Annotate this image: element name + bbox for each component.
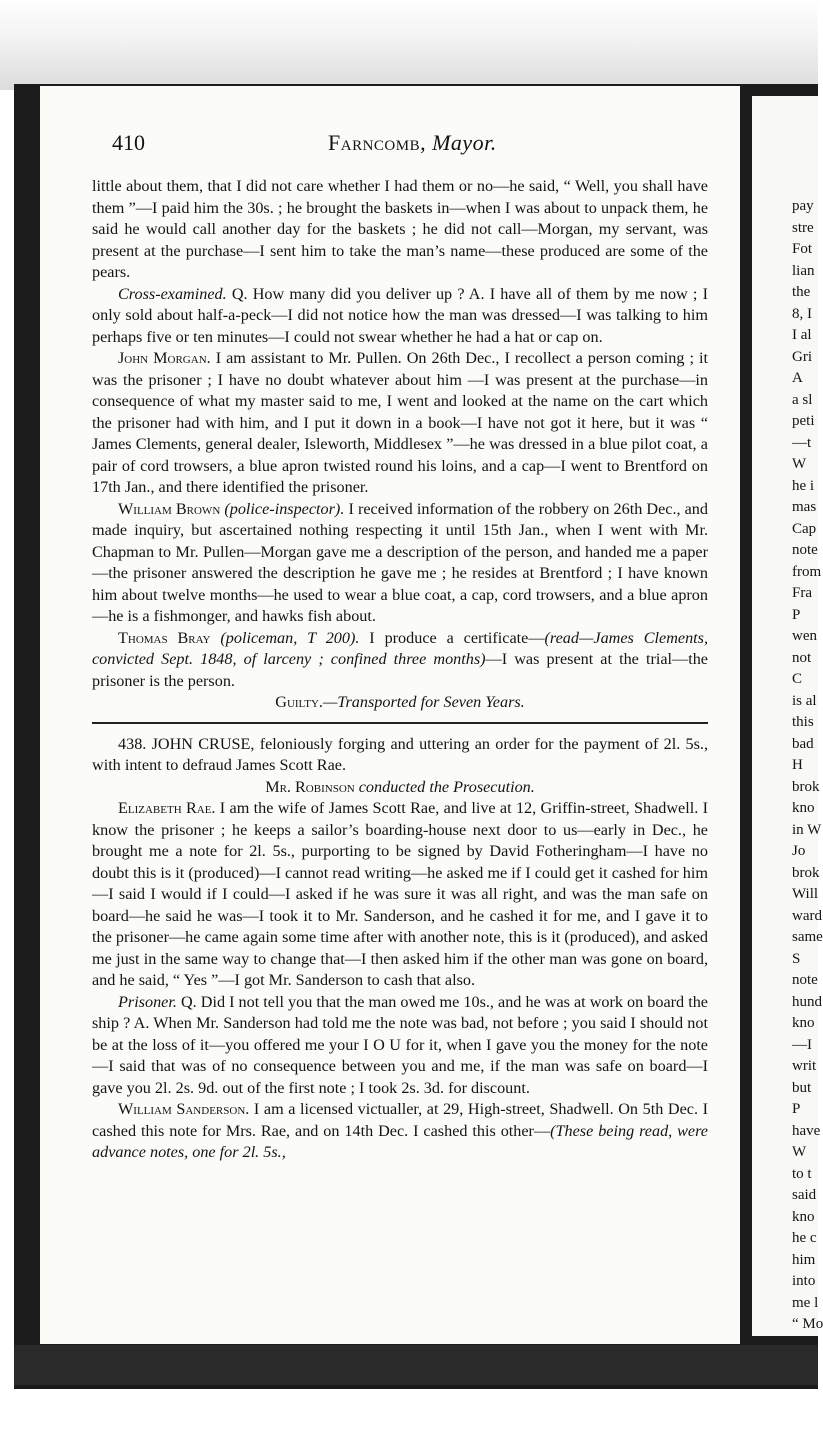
right-page-fragment: A <box>792 370 803 386</box>
witness-name: Elizabeth Rae. <box>118 799 216 817</box>
case-heading: 438. JOHN CRUSE, feloniously forging and uttering an order for the payment of 2l. 5s., with intent to defraud James Scott Rae. <box>92 734 708 774</box>
right-page-fragment: a sl <box>792 391 813 408</box>
witness-name: John Morgan. <box>118 349 211 367</box>
book-bottom-edge <box>14 1345 818 1385</box>
sentence: —Transported for Seven Years. <box>322 693 525 711</box>
right-page-fragment: wen <box>792 628 817 644</box>
right-page-fragment: I al <box>792 327 812 343</box>
verdict-word: Guilty. <box>275 693 323 711</box>
verdict <box>92 692 708 714</box>
right-page-fragment: from <box>792 563 822 580</box>
right-page-fragment: Fot <box>792 241 813 257</box>
paragraph-text: I am the wife of James Scott Rae, and live at 12, Griffin-street, Shadwell. I know the prisoner ; he keeps a sailor’s boarding-house next door to us—early in Dec., he brought me a note for 2l. 5s., purporting to be signed by David Fotheringham—I have no doubt this is it (produced)—I cannot read writing—he asked me if I could get it cashed for him —I said I would if I could—I asked if he was sure it was all right, and was the man safe on board—he said he was—I took it to Mr. Sanderson, and he cashed it for me, and I gave it to the prisoner—he came again some time after with another note, this is it (produced), and asked me just in the same way to change that—I then asked him if the other man was gone on board, and he said, “ Yes ”—I got Mr. Sanderson to cash that also. <box>92 799 708 989</box>
right-page-fragment: “ Mo <box>792 1316 823 1332</box>
paragraph-text: I am assistant to Mr. Pullen. On 26th Dec., I recollect a person coming ; it was the prisoner ; I have no doubt whatever about him —I was present at the purchase—in consequence of what my master said to me, I went and looked at the name on the cart which the prisoner had with him, and I put it down in a book—I have not got it here, but it was “ James Clements, general dealer, Isleworth, Middlesex ”—he was dressed in a blue pilot coat, a pair of cord trowsers, a blue apron twisted round his loins, and a cap—I went to Brentford on 17th Jan., and there identified the prisoner. <box>92 349 708 496</box>
right-page-fragment: brok <box>792 778 820 795</box>
right-page-fragment: hund <box>792 993 822 1010</box>
right-page-fragment: W <box>792 456 807 472</box>
right-page-fragment: Cap <box>792 520 817 537</box>
case-divider <box>92 722 708 724</box>
right-page-fragment: is al <box>792 692 817 709</box>
testimony-continuation: little about them, that I did not care whether I had them or no—he said, “ Well, you shall have them ”—I paid him the 30s. ; he brought the baskets in—when I was about to unpack them, he said he would call another day for the baskets ; he did not call—Morgan, my servant, was present at the purchase—I sent him to take the man’s name—these produced are some of the pears. <box>92 177 708 281</box>
testimony-william-brown <box>92 499 708 628</box>
running-title-name: Farncomb, <box>328 130 427 155</box>
right-page-fragment: mas <box>792 499 817 515</box>
right-page-fragment: H <box>792 757 803 773</box>
witness-name: William Brown <box>118 499 221 518</box>
right-page-fragment: brok <box>792 864 820 881</box>
paragraph-label: Cross-examined. <box>118 284 227 303</box>
page-header <box>70 130 720 164</box>
right-page-edge <box>752 96 823 1336</box>
page-body <box>92 176 708 1164</box>
paragraph-label: Prisoner. <box>118 992 177 1011</box>
paragraph-text: I am a licensed victualler, at 29, High-street, Shadwell. On 5th Dec. I cashed this note for Mrs. Rae, and on 14th Dec. I cashed this other— <box>92 1100 708 1140</box>
right-page-fragment: lian <box>792 262 815 279</box>
right-page-fragment: stre <box>792 219 814 236</box>
cross-examination <box>92 284 708 349</box>
prosecution-line <box>92 777 708 799</box>
paragraph-text: I produce a certificate— <box>359 628 545 647</box>
right-page-fragment: note <box>792 972 818 988</box>
witness-role: (policeman, T 200). <box>220 628 360 647</box>
right-page-fragment: me l <box>792 1294 819 1311</box>
right-page-fragment: 8, I <box>792 305 812 322</box>
scan-background <box>0 0 818 90</box>
right-page-fragment: this <box>792 714 814 730</box>
page-number: 410 <box>112 130 145 155</box>
right-page-fragment: the <box>792 284 811 300</box>
right-page-fragment: pay <box>792 198 814 214</box>
testimony-william-sanderson <box>92 1099 708 1164</box>
right-page-fragment: bad <box>792 735 814 752</box>
right-page-fragment: Fra <box>792 585 812 601</box>
right-page-fragment: peti <box>792 413 815 429</box>
right-page-fragment: Gri <box>792 348 812 365</box>
notes-reading: (These being read, were advance notes, one for 2l. 5s., <box>92 1121 708 1161</box>
right-page-fragment: said <box>792 1187 817 1203</box>
right-page-fragment: have <box>792 1122 821 1139</box>
paragraph-text-end: —I was present at the trial—the prisoner is the person. <box>92 650 708 690</box>
right-page-fragment: ward <box>792 907 822 924</box>
right-page-fragment: kno <box>792 1208 815 1225</box>
right-page-fragment: into <box>792 1273 816 1289</box>
prisoner-question <box>92 992 708 1100</box>
paragraph-text: I received information of the robbery on 26th Dec., and made inquiry, but ascertained nothing respecting it until 15th Jan., when I went with Mr. Chapman to Mr. Pullen—Morgan gave me a description of the person, and handed me a paper—the prisoner answered the description he gave me ; he resides at Brentford ; I have known him about twelve months—he used to wear a blue coat, a cap, cord trowsers, and a blue apron—he is a fishmonger, and hawks fish about. <box>92 499 708 625</box>
right-page-fragment: same <box>792 929 823 945</box>
witness-role: (police-inspector). <box>224 499 345 518</box>
testimony-thomas-bray <box>92 628 708 693</box>
prosecution-text: conducted the Prosecution. <box>354 777 535 796</box>
right-page-fragment: writ <box>792 1058 817 1074</box>
right-page-fragment: kno <box>792 1015 815 1031</box>
right-page-fragment: but <box>792 1079 812 1096</box>
right-page-fragment: to t <box>792 1165 812 1182</box>
running-title <box>328 130 497 156</box>
right-page-fragment: P <box>792 606 801 623</box>
testimony-john-morgan <box>92 348 708 499</box>
right-page-fragment: him <box>792 1251 816 1268</box>
right-page-fragment: he i <box>792 477 815 494</box>
right-page-fragment: —t <box>792 434 812 451</box>
right-page-fragment: note <box>792 542 818 558</box>
testimony-elizabeth-rae <box>92 798 708 992</box>
certificate-reading: (read—James Clements, convicted Sept. 1848, of larceny ; confined three months) <box>92 628 709 668</box>
right-page-fragment: —I <box>792 1036 812 1053</box>
right-page-fragment: S <box>792 950 801 967</box>
paragraph-text: Q. Did I not tell you that the man owed me 10s., and he was at work on board the ship ? A. When Mr. Sanderson had told me the note was bad, not before ; you said I should not be at the loss of it—you offered me your I O U for it, when I gave you the money for the note—I said that was of no consequence between you and me, if the man was safe on board—I gave you 2l. 2s. 9d. out of the first note ; I took 2s. 3d. for discount. <box>92 992 708 1097</box>
right-page-fragment: P <box>792 1101 801 1117</box>
paragraph-text: Q. How many did you deliver up ? A. I have all of them by me now ; I only sold about half-a-peck—I did not notice how the man was dressed—I was talking to him perhaps five or ten minutes—I could not swear whether he had a hat or cap on. <box>92 284 708 346</box>
counsel-name: Mr. Robinson <box>265 777 355 796</box>
right-page-fragment: Jo <box>792 843 806 859</box>
right-page-fragment: kno <box>792 800 815 816</box>
right-page-fragment: not <box>792 649 812 666</box>
running-title-role: Mayor. <box>432 130 497 155</box>
right-page-fragment: W <box>792 1144 807 1160</box>
witness-name: Thomas Bray <box>118 628 211 647</box>
right-page-fragment: he c <box>792 1230 817 1246</box>
right-page-fragment: in W <box>792 821 822 838</box>
right-page-fragment: C <box>792 671 803 687</box>
right-page-fragment: Will <box>792 886 819 902</box>
witness-name: William Sanderson. <box>118 1100 250 1118</box>
